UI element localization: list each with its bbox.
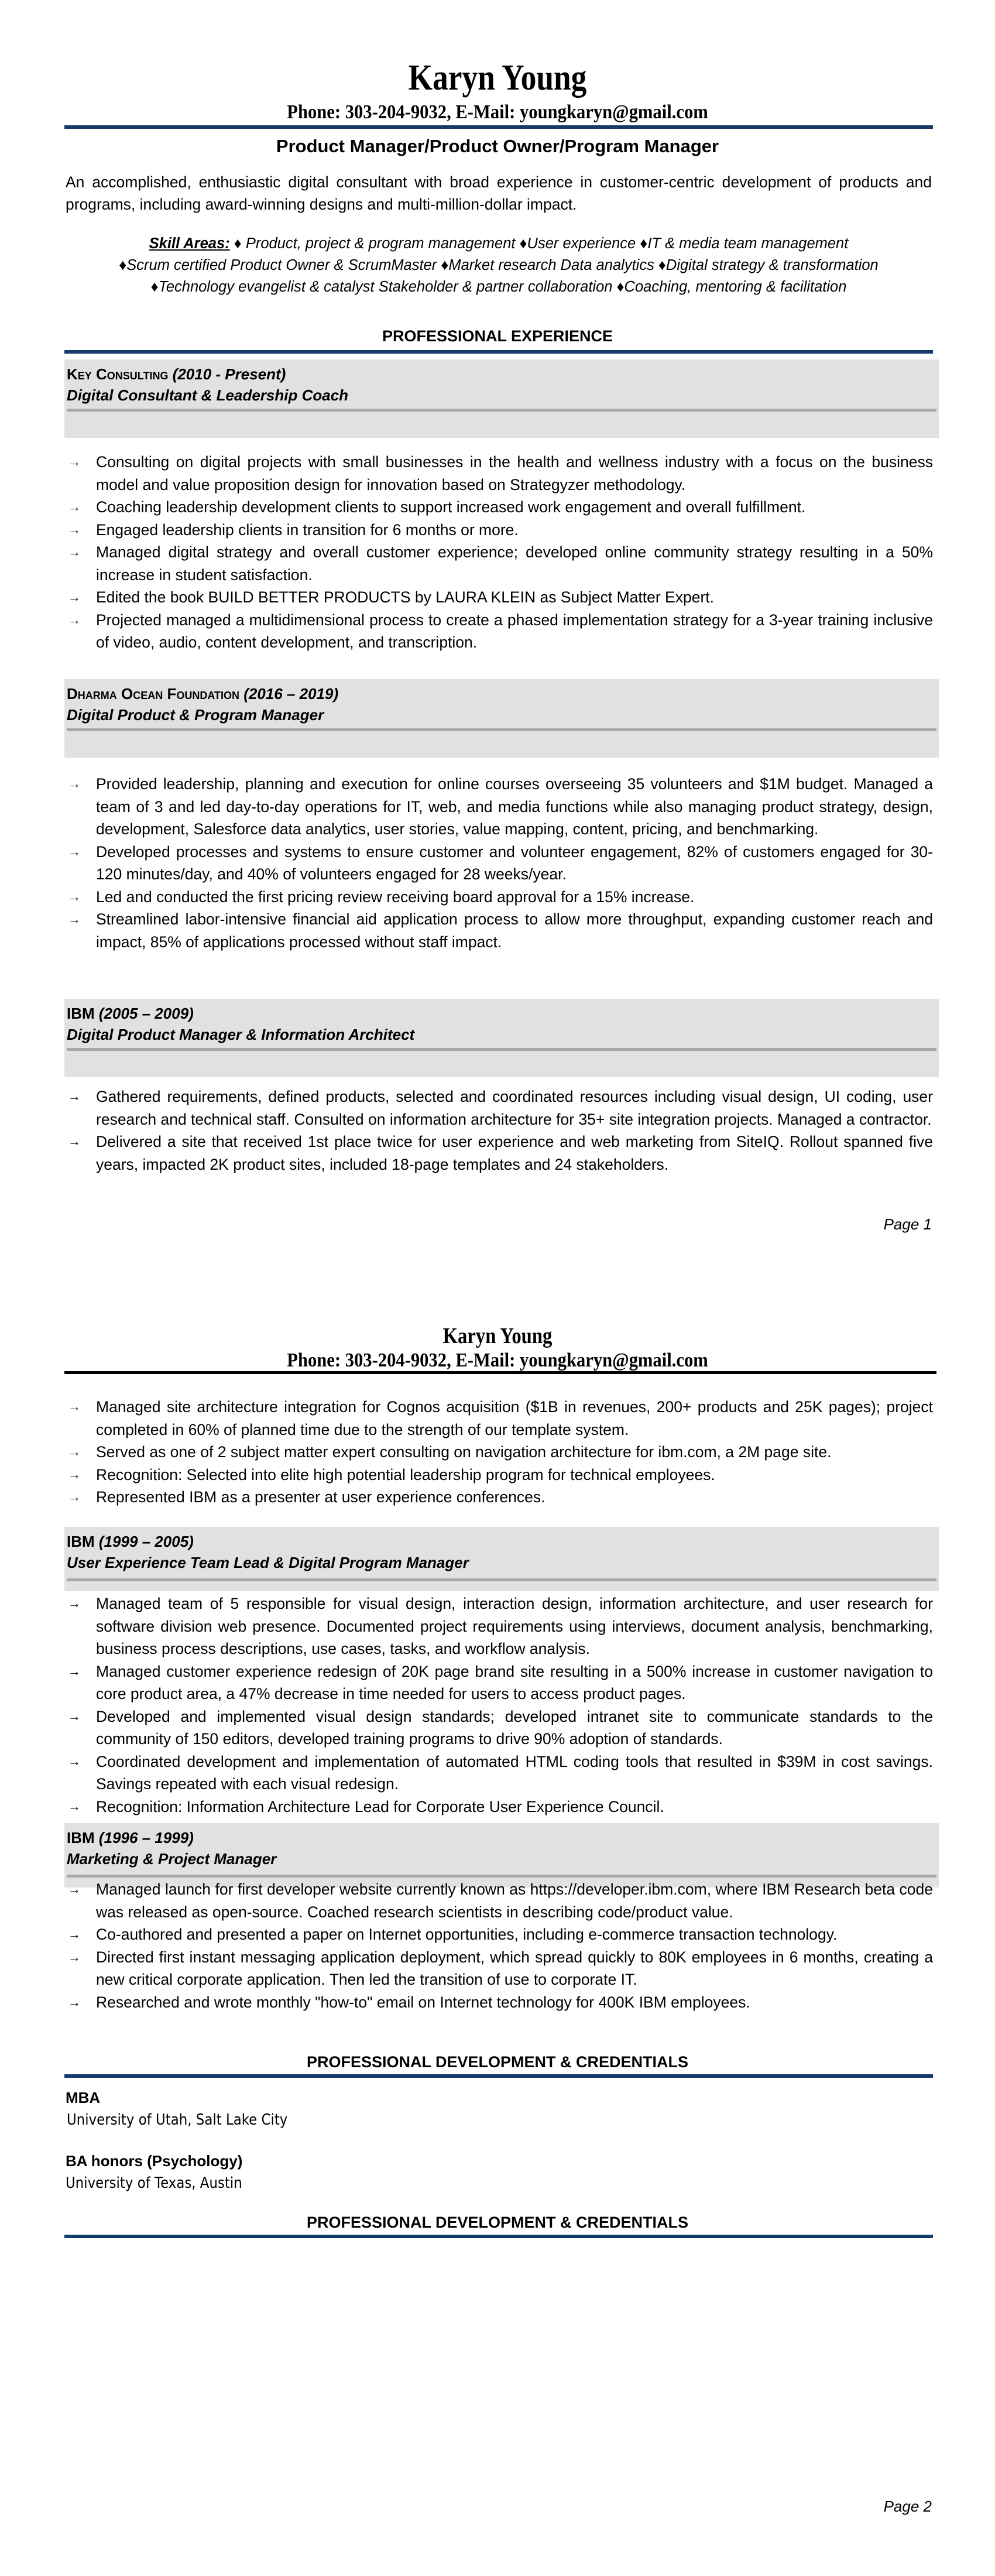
- arrow-right-icon: →: [68, 612, 81, 627]
- job-company: Dharma Ocean Foundation (2016 – 2019): [67, 685, 339, 703]
- section-title-credentials-repeat: PROFESSIONAL DEVELOPMENT & CREDENTIALS: [306, 2214, 689, 2231]
- list-item: → Directed first instant messaging application deployment, which spread quickly to 80K employees in 6 months, creating a new critical corporate application. Then led the transition of use to corporate IT.: [64, 1946, 933, 1991]
- arrow-right-icon: →: [68, 1489, 81, 1504]
- headline: Product Manager/Product Owner/Program Manager: [276, 136, 719, 156]
- job-years: (1999 – 2005): [98, 1533, 194, 1550]
- arrow-right-icon: →: [68, 1399, 81, 1414]
- page-number: Page 1: [883, 1215, 932, 1233]
- job-header: [64, 359, 939, 438]
- list-item: → Managed customer experience redesign of 20K page brand site resulting in a 500% increase in customer navigation to core product area, a 47% decrease in time needed for users to access product pages.: [64, 1660, 933, 1705]
- arrow-right-icon: →: [68, 1799, 81, 1814]
- list-item: → Served as one of 2 subject matter expert consulting on navigation architecture for ibm.com, a 2M page site.: [64, 1441, 933, 1464]
- job-company: IBM (2005 – 2009): [67, 1005, 194, 1022]
- section-title-experience: PROFESSIONAL EXPERIENCE: [382, 327, 613, 345]
- section-divider: [64, 2235, 933, 2238]
- list-item: → Provided leadership, planning and execution for online courses overseeing 35 volunteers and $1M budget. Managed a team of 3 and led day-to-day operations for IT, web, and media functions while also managing product strategy, design, development, Salesforce data analytics, user stories, value mapping, content, pricing, and benchmarking.: [64, 773, 933, 841]
- list-item: → Coaching leadership development clients to support increased work engagement and overall fulfillment.: [64, 496, 933, 519]
- job-years: (1996 – 1999): [98, 1829, 194, 1847]
- arrow-right-icon: →: [68, 590, 81, 604]
- list-item: → Delivered a site that received 1st place twice for user experience and web marketing from SiteIQ. Rollout spanned five years, impacted 2K product sites, included 18-page templates and 24 stakeholders.: [64, 1131, 933, 1176]
- list-item: → Developed processes and systems to ensure customer and volunteer engagement, 82% of customers engaged for 30-120 minutes/day, and 40% of volunteers engaged for 28 weeks/year.: [64, 841, 933, 886]
- list-item: → Engaged leadership clients in transition for 6 months or more.: [64, 519, 933, 542]
- arrow-right-icon: →: [68, 776, 81, 791]
- job-company: IBM (1999 – 2005): [67, 1533, 194, 1550]
- arrow-right-icon: →: [68, 1753, 81, 1769]
- job-bullets-continued: [64, 1396, 933, 1509]
- job-years: (2016 – 2019): [243, 685, 339, 703]
- list-item: → Developed and implemented visual design standards; developed intranet site to communicate standards to the community of 150 editors, developed training programs to drive 90% adoption of standards.: [64, 1705, 933, 1751]
- arrow-right-icon: →: [68, 1663, 81, 1678]
- section-divider: [64, 350, 933, 354]
- list-item: → Managed team of 5 responsible for visual design, interaction design, information architecture, and user research for software division web presence. Documented project requirements using interviews, document analysis, benchmarking, business process descriptions, use cases, tasks, and workflow analysis.: [64, 1592, 933, 1660]
- job-bullets: [64, 773, 933, 953]
- arrow-right-icon: →: [68, 1882, 81, 1896]
- page-number: Page 2: [883, 2498, 932, 2515]
- job-role: Digital Product Manager & Information Architect: [67, 1026, 415, 1043]
- skills-label: Skill Areas:: [149, 235, 230, 252]
- job-role: Marketing & Project Manager: [67, 1850, 277, 1868]
- section-title-credentials: PROFESSIONAL DEVELOPMENT & CREDENTIALS: [306, 2053, 689, 2071]
- list-item: → Managed launch for first developer website currently known as https://developer.ibm.com, where IBM Research beta code was released as open-source. Coached research scientists in describing code/product value.: [64, 1878, 933, 1923]
- arrow-right-icon: →: [68, 912, 81, 926]
- education-degree: MBA: [66, 2089, 101, 2106]
- list-item: → Projected managed a multidimensional process to create a phased implementation strategy for a 3-year training inclusive of video, audio, content development, and transcription.: [64, 609, 933, 654]
- list-item: → Consulting on digital projects with small businesses in the health and wellness industry with a focus on the business model and value proposition design for innovation based on Strategyzer methodology.: [64, 451, 933, 496]
- skills-line-3: ♦Technology evangelist & catalyst Stakeholder & partner collaboration ♦Coaching, mentoring & facilitation: [150, 279, 847, 295]
- education-school: University of Texas, Austin: [66, 2174, 242, 2192]
- job-years: (2005 – 2009): [98, 1005, 194, 1022]
- skill-areas: [66, 233, 932, 298]
- job-role: User Experience Team Lead & Digital Program Manager: [67, 1554, 469, 1571]
- section-divider: [64, 2074, 933, 2078]
- job-header: [64, 999, 939, 1077]
- arrow-right-icon: →: [68, 544, 81, 559]
- contact-info: Phone: 303-204-9032, E-Mail: youngkaryn@gmail.com: [287, 101, 708, 123]
- arrow-right-icon: →: [68, 1467, 81, 1482]
- list-item: → Researched and wrote monthly "how-to" email on Internet technology for 400K IBM employees.: [64, 1991, 933, 2014]
- contact-info: Phone: 303-204-9032, E-Mail: youngkaryn@gmail.com: [287, 1349, 708, 1371]
- skills-line-2: ♦Scrum certified Product Owner & ScrumMaster ♦Market research Data analytics ♦Digital strategy & transformation: [119, 257, 879, 273]
- arrow-right-icon: →: [68, 1927, 81, 1941]
- job-bullets: [64, 451, 933, 654]
- arrow-right-icon: →: [68, 1444, 81, 1459]
- job-role: Digital Product & Program Manager: [67, 706, 324, 724]
- candidate-name: Karyn Young: [408, 58, 587, 98]
- arrow-right-icon: →: [68, 1596, 81, 1611]
- job-bullets: [64, 1592, 933, 1818]
- list-item: → Edited the book BUILD BETTER PRODUCTS by LAURA KLEIN as Subject Matter Expert.: [64, 586, 933, 609]
- job-header-rule: [67, 728, 936, 731]
- arrow-right-icon: →: [68, 1708, 81, 1724]
- list-item: → Led and conducted the first pricing review receiving board approval for a 15% increase.: [64, 886, 933, 909]
- list-item: → Represented IBM as a presenter at user experience conferences.: [64, 1486, 933, 1509]
- skills-line-1: Skill Areas: ♦ Product, project & program management ♦User experience ♦IT & media team management: [149, 235, 849, 252]
- arrow-right-icon: →: [68, 454, 81, 469]
- job-bullets: [64, 1878, 933, 2013]
- job-header: [64, 1527, 939, 1591]
- arrow-right-icon: →: [68, 1994, 81, 2009]
- list-item: → Gathered requirements, defined products, selected and coordinated resources including visual design, UI coding, user research and technical staff. Consulted on information architecture for 35+ site integration projects. Managed a contractor.: [64, 1085, 933, 1131]
- list-item: → Managed site architecture integration for Cognos acquisition ($1B in revenues, 200+ products and 25K pages); project completed in 60% of planned time due to the strength of our template system.: [64, 1396, 933, 1441]
- job-company: IBM (1996 – 1999): [67, 1829, 194, 1847]
- arrow-right-icon: →: [68, 889, 81, 904]
- summary: An accomplished, enthusiastic digital consultant with broad experience in customer-centric development of products and programs, including award-winning designs and multi-million-dollar impact.: [66, 173, 932, 213]
- candidate-name: Karyn Young: [442, 1324, 553, 1348]
- job-header-rule: [67, 409, 936, 412]
- arrow-right-icon: →: [68, 522, 81, 537]
- job-header-rule: [67, 1875, 936, 1878]
- list-item: → Recognition: Information Architecture Lead for Corporate User Experience Council.: [64, 1796, 933, 1818]
- arrow-right-icon: →: [68, 1089, 81, 1104]
- job-years: (2010 - Present): [172, 365, 286, 383]
- header-divider: [64, 125, 933, 129]
- arrow-right-icon: →: [68, 499, 81, 514]
- education-school: University of Utah, Salt Lake City: [67, 2111, 288, 2129]
- job-header: [64, 679, 939, 758]
- list-item: → Streamlined labor-intensive financial aid application process to allow more throughput, expanding customer reach and impact, 85% of applications processed without staff impact.: [64, 908, 933, 953]
- arrow-right-icon: →: [68, 1949, 81, 1964]
- job-role: Digital Consultant & Leadership Coach: [67, 386, 349, 404]
- arrow-right-icon: →: [68, 844, 81, 859]
- list-item: → Co-authored and presented a paper on Internet opportunities, including e-commerce transaction technology.: [64, 1923, 933, 1946]
- list-item: → Recognition: Selected into elite high potential leadership program for technical employees.: [64, 1464, 933, 1486]
- header-divider: [64, 1371, 936, 1374]
- job-header-rule: [67, 1048, 936, 1051]
- list-item: → Coordinated development and implementation of automated HTML coding tools that resulted in $39M in cost savings. Savings repeated with each visual redesign.: [64, 1751, 933, 1796]
- job-bullets: [64, 1085, 933, 1176]
- job-company: Key Consulting (2010 - Present): [67, 365, 286, 383]
- job-header-rule: [67, 1578, 936, 1581]
- arrow-right-icon: →: [68, 1134, 81, 1149]
- list-item: → Managed digital strategy and overall customer experience; developed online community strategy resulting in a 50% increase in student satisfaction.: [64, 541, 933, 586]
- education-degree: BA honors (Psychology): [66, 2152, 243, 2170]
